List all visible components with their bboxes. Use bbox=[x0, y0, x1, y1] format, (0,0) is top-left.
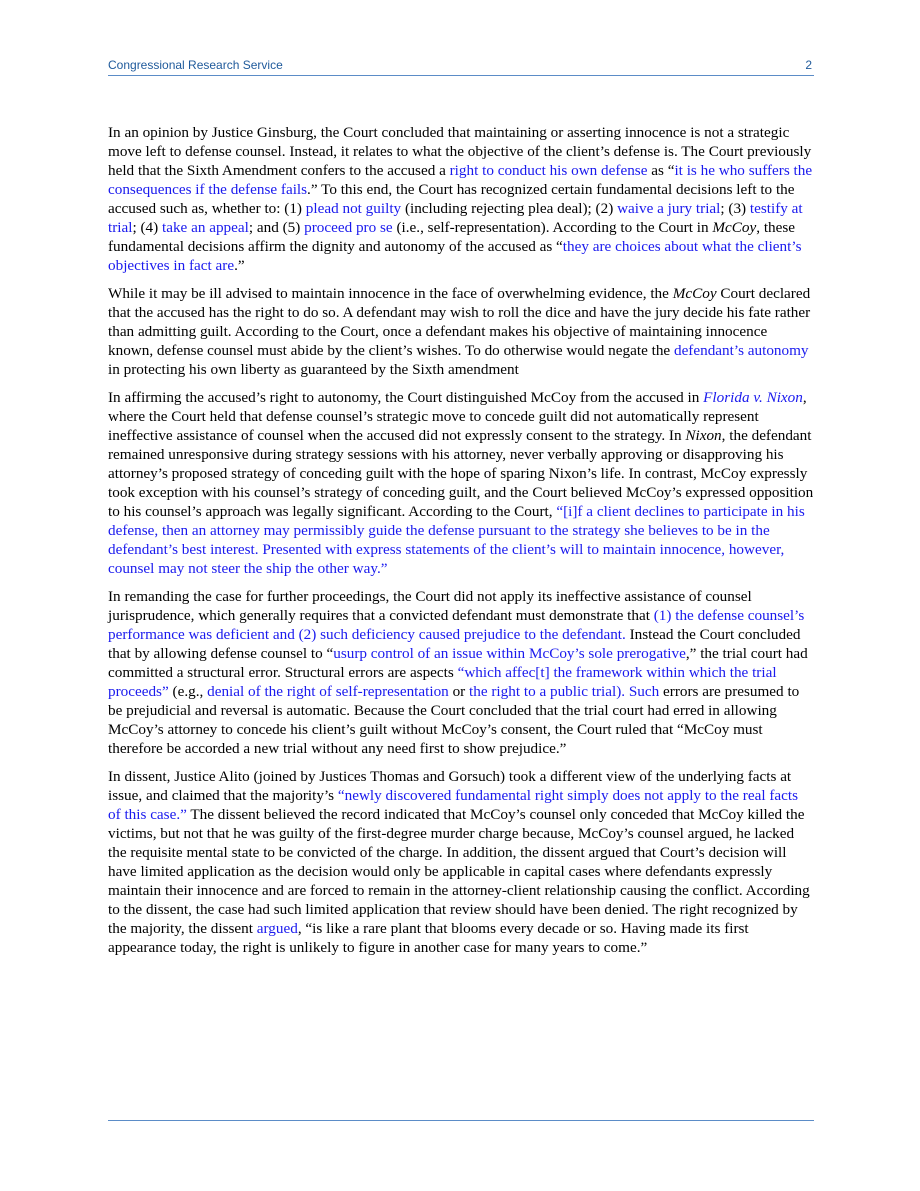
link-affects-framework[interactable]: “which affec[t] the framework within which the trial proceeds” bbox=[108, 664, 777, 700]
text: ; (4) bbox=[132, 219, 162, 236]
text: (e.g., bbox=[168, 683, 208, 700]
page-header bbox=[108, 58, 814, 74]
text: ; and (5) bbox=[248, 219, 305, 236]
text: or bbox=[448, 683, 470, 700]
link-public-trial[interactable]: the right to a public trial). Such bbox=[469, 683, 660, 700]
link-plead-not-guilty[interactable]: plead not guilty bbox=[305, 200, 402, 217]
text: (including rejecting plea deal); (2) bbox=[401, 200, 618, 217]
document-body bbox=[108, 123, 814, 966]
link-self-representation[interactable]: denial of the right of self-representation bbox=[207, 683, 449, 700]
text: , these fundamental decisions affirm the dignity and autonomy of the accused as “ bbox=[108, 219, 796, 255]
text: as “ bbox=[647, 162, 675, 179]
page-number: 2 bbox=[805, 58, 812, 72]
link-proceed-pro-se[interactable]: proceed pro se bbox=[304, 219, 393, 236]
header-divider bbox=[108, 75, 814, 76]
text: ; (3) bbox=[720, 200, 750, 217]
paragraph-4 bbox=[108, 587, 814, 758]
text: errors are presumed to be prejudicial and reversal is automatic. Because the Court concluded that the trial court had erred in allowing McCoy’s attorney to concede his client’s guilt without McCoy’s consent, the Court ruled that “McCoy must therefore be accorded a new trial without any need first to show prejudice.” bbox=[108, 683, 800, 757]
link-testify-at-trial[interactable]: testify at trial bbox=[108, 200, 803, 236]
paragraph-2 bbox=[108, 284, 814, 379]
text: Court declared that the accused has the right to do so. A defendant may wish to roll the dice and have the jury decide his fate rather than admitting guilt. According to the Court, once a defendant makes his objective of maintaining innocence known, defense counsel must abide by the client’s wishes. To do otherwise would negate the bbox=[108, 285, 811, 359]
link-usurp-control[interactable]: usurp control of an issue within McCoy’s sole prerogative bbox=[333, 645, 686, 662]
paragraph-5 bbox=[108, 767, 814, 957]
case-name-italic: McCoy bbox=[712, 219, 757, 236]
link-choices-about-objectives[interactable]: they are choices about what the client’s objectives in fact are bbox=[108, 238, 802, 274]
link-defendants-autonomy[interactable]: defendant’s autonomy bbox=[673, 342, 809, 359]
link-dissent-argued[interactable]: argued bbox=[256, 920, 298, 937]
text: ,” the trial court had committed a structural error. Structural errors are aspects bbox=[108, 645, 808, 681]
link-newly-discovered-right[interactable]: “newly discovered fundamental right simply does not apply to the real facts of this case.” bbox=[108, 787, 799, 823]
text: In an opinion by Justice Ginsburg, the Court concluded that maintaining or asserting innocence is not a strategic move left to defense counsel. Instead, it relates to what the objective of the client’s defense is. The Court previously held that the Sixth Amendment confers to the accused a bbox=[108, 124, 812, 179]
text: .” To this end, the Court has recognized certain fundamental decisions left to the accused such as, whether to: (1) bbox=[108, 181, 795, 217]
case-name-italic: McCoy bbox=[672, 285, 717, 302]
text: .” bbox=[234, 257, 245, 274]
text: In remanding the case for further proceedings, the Court did not apply its ineffective assistance of counsel jurisprudence, which generally requires that a convicted defendant must demonstrate that bbox=[108, 588, 752, 624]
link-deficient-performance[interactable]: (1) the defense counsel’s performance was deficient and (2) such deficiency caused prejudice to the defendant. bbox=[108, 607, 805, 643]
header-organization: Congressional Research Service bbox=[108, 58, 283, 72]
link-client-declines-quote[interactable]: “[i]f a client declines to participate in his defense, then an attorney may permissibly guide the defense pursuant to the strategy she believes to be in the defendant’s best interest. Presented with express statements of the client’s will to maintain innocence, however, counsel may not steer the ship the other way.” bbox=[108, 503, 805, 577]
text: Instead the Court concluded that by allowing defense counsel to “ bbox=[108, 626, 801, 662]
case-name-italic: Nixon bbox=[685, 427, 722, 444]
text: in protecting his own liberty as guaranteed by the Sixth amendment bbox=[108, 361, 519, 378]
footer-divider bbox=[108, 1120, 814, 1121]
paragraph-1 bbox=[108, 123, 814, 275]
text: In affirming the accused’s right to autonomy, the Court distinguished McCoy from the accused in bbox=[108, 389, 704, 406]
text: , where the Court held that defense counsel’s strategic move to concede guilt did not automatically represent ineffective assistance of counsel when the accused did not expressly consent to the strategy. In bbox=[108, 389, 807, 444]
text: , the defendant remained unresponsive during strategy sessions with his attorney, never verbally approving or disapproving his attorney’s proposed strategy of conceding guilt with the hope of sparing Nixon’s life. In contrast, McCoy expressly took exception with his counsel’s strategy of conceding guilt, and the Court believed McCoy’s expressed opposition to his counsel’s approach was legally significant. According to the Court, bbox=[108, 427, 814, 520]
link-florida-v-nixon[interactable]: Florida v. Nixon bbox=[703, 389, 803, 406]
text: In dissent, Justice Alito (joined by Justices Thomas and Gorsuch) took a different view of the underlying facts at issue, and claimed that the majority’s bbox=[108, 768, 792, 804]
link-right-to-conduct-defense[interactable]: right to conduct his own defense bbox=[449, 162, 648, 179]
link-waive-jury-trial[interactable]: waive a jury trial bbox=[617, 200, 721, 217]
text: While it may be ill advised to maintain innocence in the face of overwhelming evidence, the bbox=[108, 285, 673, 302]
text: The dissent believed the record indicated that McCoy’s counsel only conceded that McCoy killed the victims, but not that he was guilty of the first-degree murder charge because, McCoy’s counsel argued, he lacked the requisite mental state to be convicted of the charge. In addition, the dissent argued that Court’s decision will have limited application as the decision would only be applicable in capital cases where defendants expressly maintain their innocence and are forced to remain in the attorney-client relationship causing the conflict. According to the dissent, the case had such limited application that review should have been denied. The right recognized by the majority, the dissent bbox=[108, 806, 810, 937]
link-suffers-consequences[interactable]: it is he who suffers the consequences if the defense fails bbox=[108, 162, 813, 198]
paragraph-3 bbox=[108, 388, 814, 578]
link-take-an-appeal[interactable]: take an appeal bbox=[162, 219, 249, 236]
text: , “is like a rare plant that blooms every decade or so. Having made its first appearance today, the right is unlikely to figure in another case for many years to come.” bbox=[108, 920, 749, 956]
text: (i.e., self-representation). According to the Court in bbox=[392, 219, 713, 236]
